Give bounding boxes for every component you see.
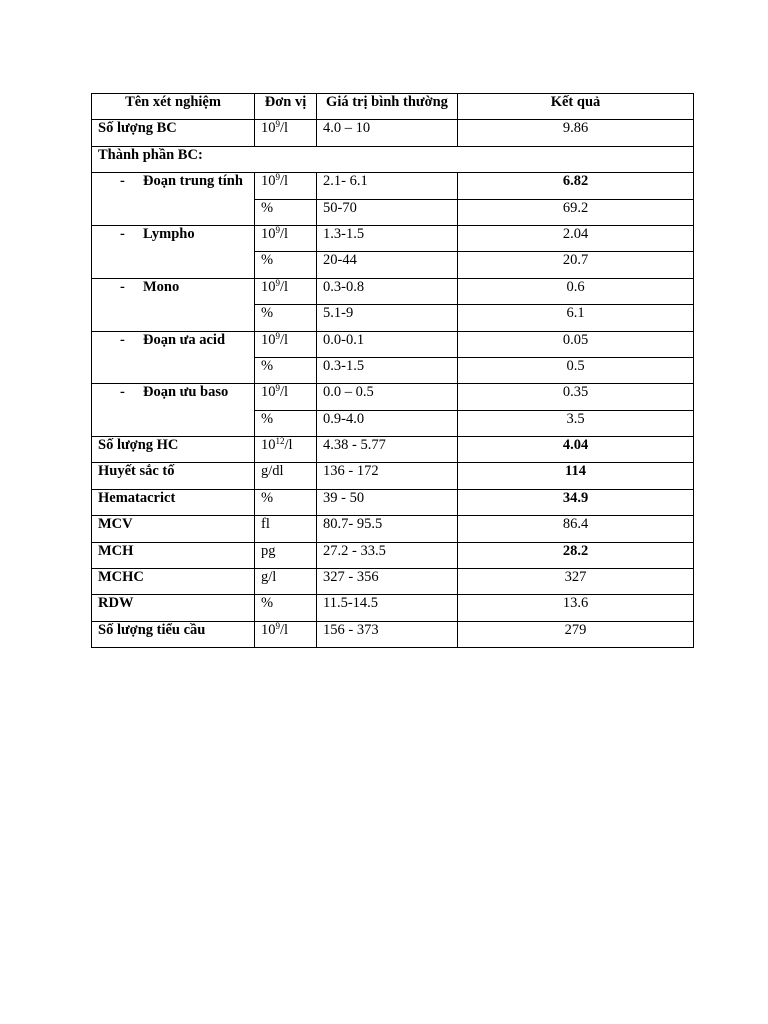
test-result: 13.6 — [458, 595, 694, 621]
unit-suffix: /l — [280, 384, 289, 401]
component-pct-result: 3.5 — [458, 410, 694, 436]
test-range: 27.2 - 33.5 — [317, 542, 458, 568]
component-abs-unit — [255, 331, 317, 357]
test-row — [92, 542, 694, 568]
unit-exponent: 9 — [275, 278, 280, 288]
component-abs-unit — [255, 173, 317, 199]
unit-suffix: /l — [280, 331, 289, 348]
unit-exponent: 9 — [275, 621, 280, 631]
unit-suffix: /l — [280, 173, 289, 190]
component-name-text: Lympho — [143, 225, 195, 242]
test-row — [92, 595, 694, 621]
test-range: 11.5-14.5 — [317, 595, 458, 621]
platelet-count-unit — [255, 621, 317, 647]
header-test-name: Tên xét nghiệm — [92, 94, 255, 120]
test-result: 327 — [458, 569, 694, 595]
test-result: 28.2 — [458, 542, 694, 568]
component-pct-unit: % — [255, 357, 317, 383]
unit-exponent: 9 — [275, 119, 280, 130]
component-pct-unit: % — [255, 199, 317, 225]
test-name: MCH — [92, 542, 255, 568]
test-name: MCV — [92, 516, 255, 542]
component-abs-result: 6.82 — [458, 173, 694, 199]
component-abs-range: 0.0-0.1 — [317, 331, 458, 357]
test-range: 39 - 50 — [317, 489, 458, 515]
unit-exponent: 9 — [275, 383, 280, 394]
wbc-count-range: 4.0 – 10 — [317, 120, 458, 146]
test-range: 80.7- 95.5 — [317, 516, 458, 542]
test-result: 114 — [458, 463, 694, 489]
bullet-dash: - — [120, 173, 125, 190]
bullet-dash: - — [120, 278, 125, 295]
test-unit: g/l — [255, 569, 317, 595]
component-name-text: Mono — [143, 278, 180, 295]
unit-exponent: 9 — [275, 172, 280, 183]
test-name: MCHC — [92, 569, 255, 595]
component-name — [92, 278, 255, 331]
unit-exponent: 9 — [275, 225, 280, 236]
test-row — [92, 463, 694, 489]
component-abs-row — [92, 384, 694, 410]
component-abs-result: 0.6 — [458, 278, 694, 304]
platelet-count-name: Số lượng tiểu cầu — [92, 621, 255, 647]
component-abs-row — [92, 225, 694, 251]
unit-base: 10 — [261, 384, 276, 401]
unit-base: 10 — [261, 225, 276, 242]
wbc-components-body — [92, 173, 694, 437]
test-row — [92, 569, 694, 595]
rbc-count-row — [92, 437, 694, 463]
other-tests-body — [92, 463, 694, 621]
test-unit: fl — [255, 516, 317, 542]
header-result: Kết quả — [458, 94, 694, 120]
unit-exponent: 9 — [275, 331, 280, 341]
component-pct-unit: % — [255, 410, 317, 436]
unit-suffix: /l — [284, 437, 293, 454]
test-unit: % — [255, 595, 317, 621]
unit-suffix: /l — [280, 278, 289, 295]
bullet-dash: - — [120, 225, 125, 242]
unit-suffix: /l — [280, 225, 289, 242]
rbc-count-name: Số lượng HC — [92, 437, 255, 463]
platelet-count-row — [92, 621, 694, 647]
unit-base: 10 — [261, 331, 276, 348]
wbc-count-result: 9.86 — [458, 120, 694, 146]
test-unit: % — [255, 489, 317, 515]
component-pct-unit: % — [255, 252, 317, 278]
component-pct-range: 0.9-4.0 — [317, 410, 458, 436]
component-abs-range: 0.3-0.8 — [317, 278, 458, 304]
component-name — [92, 331, 255, 384]
header-row — [92, 94, 694, 120]
lab-results-table — [91, 93, 694, 648]
unit-base: 10 — [261, 437, 276, 454]
wbc-count-unit — [255, 120, 317, 146]
component-abs-unit — [255, 278, 317, 304]
component-pct-range: 0.3-1.5 — [317, 357, 458, 383]
unit-base: 10 — [261, 173, 276, 190]
test-result: 86.4 — [458, 516, 694, 542]
component-abs-range: 2.1- 6.1 — [317, 173, 458, 199]
test-range: 327 - 356 — [317, 569, 458, 595]
platelet-count-result: 279 — [458, 621, 694, 647]
component-abs-row — [92, 278, 694, 304]
unit-base: 10 — [261, 621, 276, 638]
wbc-components-label: Thành phần BC: — [92, 146, 694, 172]
rbc-count-range: 4.38 - 5.77 — [317, 437, 458, 463]
component-name — [92, 173, 255, 226]
component-pct-result: 0.5 — [458, 357, 694, 383]
component-abs-range: 0.0 – 0.5 — [317, 384, 458, 410]
header-unit: Đơn vị — [255, 94, 317, 120]
wbc-count-row — [92, 120, 694, 146]
component-abs-range: 1.3-1.5 — [317, 225, 458, 251]
component-abs-result: 0.05 — [458, 331, 694, 357]
component-abs-unit — [255, 384, 317, 410]
unit-base: 10 — [261, 120, 276, 137]
component-pct-range: 5.1-9 — [317, 305, 458, 331]
component-abs-result: 2.04 — [458, 225, 694, 251]
component-name — [92, 384, 255, 437]
test-name: Huyết sắc tố — [92, 463, 255, 489]
unit-suffix: /l — [280, 621, 289, 638]
component-abs-unit — [255, 225, 317, 251]
rbc-count-result: 4.04 — [458, 437, 694, 463]
component-name — [92, 225, 255, 278]
bullet-dash: - — [120, 384, 125, 401]
test-range: 136 - 172 — [317, 463, 458, 489]
unit-exponent: 12 — [275, 436, 285, 447]
test-name: RDW — [92, 595, 255, 621]
component-abs-row — [92, 331, 694, 357]
component-pct-range: 50-70 — [317, 199, 458, 225]
component-abs-row — [92, 173, 694, 199]
test-result: 34.9 — [458, 489, 694, 515]
component-pct-range: 20-44 — [317, 252, 458, 278]
wbc-components-row — [92, 146, 694, 172]
test-row — [92, 489, 694, 515]
component-pct-result: 6.1 — [458, 305, 694, 331]
rbc-count-unit — [255, 437, 317, 463]
component-name-text: Đoạn ưa acid — [143, 331, 226, 348]
component-name-text: Đoạn trung tính — [143, 173, 243, 190]
component-pct-unit: % — [255, 305, 317, 331]
test-unit: g/dl — [255, 463, 317, 489]
platelet-count-range: 156 - 373 — [317, 621, 458, 647]
component-pct-result: 20.7 — [458, 252, 694, 278]
test-name: Hematacrict — [92, 489, 255, 515]
component-name-text: Đoạn ưu baso — [143, 384, 229, 401]
test-unit: pg — [255, 542, 317, 568]
component-abs-result: 0.35 — [458, 384, 694, 410]
wbc-count-name: Số lượng BC — [92, 120, 255, 146]
component-pct-result: 69.2 — [458, 199, 694, 225]
unit-suffix: /l — [280, 120, 289, 137]
bullet-dash: - — [120, 331, 125, 348]
test-row — [92, 516, 694, 542]
unit-base: 10 — [261, 278, 276, 295]
header-normal-range: Giá trị bình thường — [317, 94, 458, 120]
